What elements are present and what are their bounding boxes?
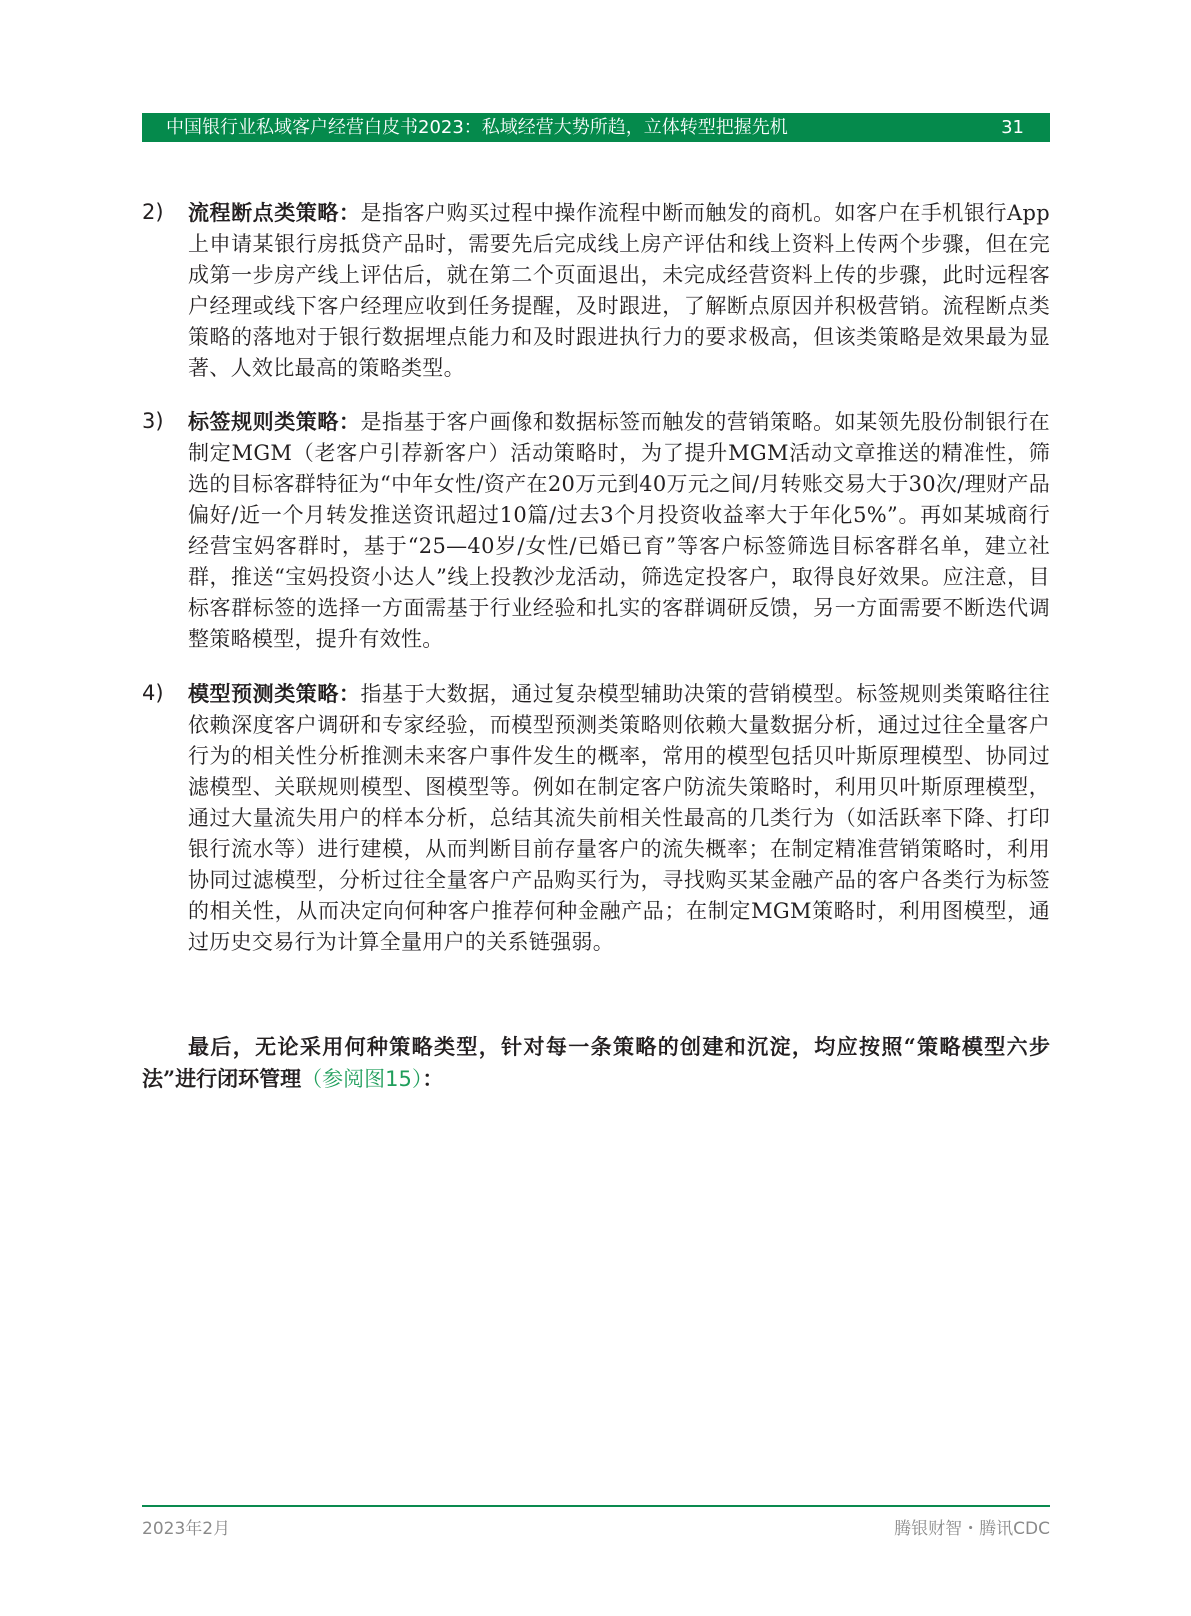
closing-paragraph bbox=[142, 1031, 1050, 1095]
list-number: 2) bbox=[142, 200, 164, 224]
list-item-4 bbox=[142, 678, 1050, 958]
figure-reference-link[interactable]: （参阅图15） bbox=[301, 1067, 423, 1091]
strategy-description: 指基于大数据，通过复杂模型辅助决策的营销模型。标签规则类策略往往依赖深度客户调研和专家经验，而模型预测类策略则依赖大量数据分析，通过过往全量客户行为的相关性分析推测未来客户事件发生的概率，常用的模型包括贝叶斯原理模型、协同过滤模型、关联规则模型、图模型等。例如在制定客户防流失策略时，利用贝叶斯原理模型，通过大量流失用户的样本分析，总结其流失前相关性最高的几类行为（如活跃率下降、打印银行流水等）进行建模，从而判断目前存量客户的流失概率；在制定精准营销策略时，利用协同过滤模型，分析过往全量客户产品购买行为，寻找购买某金融产品的客户各类行为标签的相关性，从而决定向何种客户推荐何种金融产品；在制定MGM策略时，利用图模型，通过历史交易行为计算全量用户的关系链强弱。 bbox=[188, 682, 1050, 954]
list-item-3 bbox=[142, 406, 1050, 655]
footer-date: 2023年2月 bbox=[142, 1519, 231, 1539]
list-number: 3) bbox=[142, 409, 164, 433]
list-item-2 bbox=[142, 197, 1050, 384]
closing-text: 最后，无论采用何种策略类型，针对每一条策略的创建和沉淀，均应按照“策略模型六步法”进行闭环管理 bbox=[142, 1034, 1050, 1091]
running-header bbox=[142, 113, 1050, 142]
footer-organization: 腾银财智・腾讯CDC bbox=[894, 1519, 1050, 1539]
strategy-term: 标签规则类策略： bbox=[188, 409, 361, 434]
strategy-term: 流程断点类策略： bbox=[188, 200, 361, 225]
list-item-body bbox=[188, 197, 1050, 384]
list-item-body bbox=[188, 406, 1050, 655]
strategy-term: 模型预测类策略： bbox=[188, 681, 361, 706]
footer-divider bbox=[142, 1505, 1050, 1507]
strategy-description: 是指基于客户画像和数据标签而触发的营销策略。如某领先股份制银行在制定MGM（老客户引荐新客户）活动策略时，为了提升MGM活动文章推送的精准性，筛选的目标客群特征为“中年女性/资产在20万元到40万元之间/月转账交易大于30次/理财产品偏好/近一个月转发推送资讯超过10篇/过去3个月投资收益率大于年化5%”。再如某城商行经营宝妈客群时，基于“25—40岁/女性/已婚已育”等客户标签筛选目标客群名单，建立社群，推送“宝妈投资小达人”线上投教沙龙活动，筛选定投客户，取得良好效果。应注意，目标客群标签的选择一方面需基于行业经验和扎实的客群调研反馈，另一方面需要不断迭代调整策略模型，提升有效性。 bbox=[188, 410, 1050, 651]
list-item-body bbox=[188, 678, 1050, 958]
closing-colon: ： bbox=[422, 1066, 444, 1091]
page-number: 31 bbox=[1001, 117, 1024, 138]
document-title: 中国银行业私域客户经营白皮书2023：私域经营大势所趋，立体转型把握先机 bbox=[166, 117, 788, 138]
strategy-description: 是指客户购买过程中操作流程中断而触发的商机。如客户在手机银行App上申请某银行房抵贷产品时，需要先后完成线上房产评估和线上资料上传两个步骤，但在完成第一步房产线上评估后，就在第二个页面退出，未完成经营资料上传的步骤，此时远程客户经理或线下客户经理应收到任务提醒，及时跟进，了解断点原因并积极营销。流程断点类策略的落地对于银行数据埋点能力和及时跟进执行力的要求极高，但该类策略是效果最为显著、人效比最高的策略类型。 bbox=[188, 201, 1050, 380]
list-number: 4) bbox=[142, 681, 164, 705]
